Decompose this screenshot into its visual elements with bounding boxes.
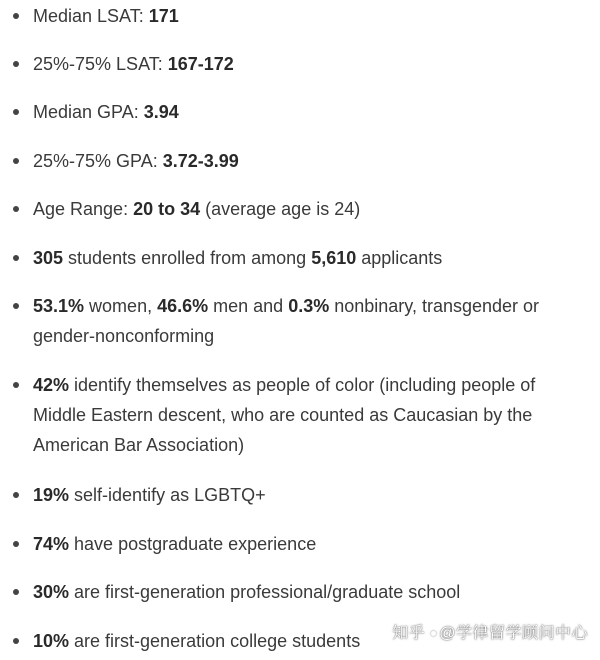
stat-text: are first-generation professional/graduate school bbox=[69, 582, 461, 602]
watermark-site: 知乎 bbox=[392, 625, 426, 642]
stat-value: 3.94 bbox=[143, 102, 179, 122]
stat-lgbtq bbox=[33, 480, 593, 510]
stat-text: 25%-75% GPA: bbox=[33, 151, 163, 171]
stat-text: Median LSAT: bbox=[33, 6, 149, 26]
stat-text: have postgraduate experience bbox=[69, 534, 317, 554]
stat-age-range bbox=[33, 194, 593, 224]
stat-value: 20 to 34 bbox=[133, 199, 201, 219]
stat-value: 53.1% bbox=[33, 296, 85, 316]
zhihu-watermark bbox=[392, 622, 588, 646]
stat-people-of-color bbox=[33, 370, 593, 460]
stat-value: 74% bbox=[33, 534, 70, 554]
stat-lsat-range bbox=[33, 49, 593, 79]
stat-text: nonbinary, transgender or gender-nonconforming bbox=[33, 296, 540, 346]
stat-value: 46.6% bbox=[157, 296, 209, 316]
stat-text: 25%-75% LSAT: bbox=[33, 54, 168, 74]
stat-value: 0.3% bbox=[288, 296, 330, 316]
stat-median-gpa bbox=[33, 97, 593, 127]
stat-text: Median GPA: bbox=[33, 102, 144, 122]
stat-value: 167-172 bbox=[167, 54, 234, 74]
stat-text: Age Range: bbox=[33, 199, 134, 219]
stat-value: 42% bbox=[33, 375, 70, 395]
stat-median-lsat bbox=[33, 1, 593, 31]
stat-gender bbox=[33, 291, 593, 351]
stat-text: (average age is 24) bbox=[200, 199, 361, 219]
stat-gpa-range bbox=[33, 146, 593, 176]
watermark-account: @学律留学顾问中心 bbox=[439, 625, 588, 642]
stat-enrollment bbox=[33, 243, 593, 273]
stat-value: 305 bbox=[33, 248, 64, 268]
watermark-separator-icon bbox=[431, 631, 436, 636]
stat-value: 171 bbox=[148, 6, 179, 26]
stat-text: men and bbox=[208, 296, 289, 316]
stat-postgraduate bbox=[33, 529, 593, 559]
stat-value: 19% bbox=[33, 485, 70, 505]
stat-text: students enrolled from among bbox=[63, 248, 312, 268]
stat-text: identify themselves as people of color (including people of Middle Eastern descent, who are counted as Caucasian by the American Bar Association) bbox=[33, 375, 536, 455]
stat-text: are first-generation college students bbox=[69, 631, 361, 651]
stat-text: applicants bbox=[356, 248, 443, 268]
stat-value: 30% bbox=[33, 582, 70, 602]
stat-text: self-identify as LGBTQ+ bbox=[69, 485, 266, 505]
stat-value: 5,610 bbox=[311, 248, 357, 268]
stat-text: women, bbox=[84, 296, 158, 316]
stat-value: 10% bbox=[33, 631, 70, 651]
stat-value: 3.72-3.99 bbox=[162, 151, 239, 171]
stat-first-gen-grad bbox=[33, 577, 593, 607]
